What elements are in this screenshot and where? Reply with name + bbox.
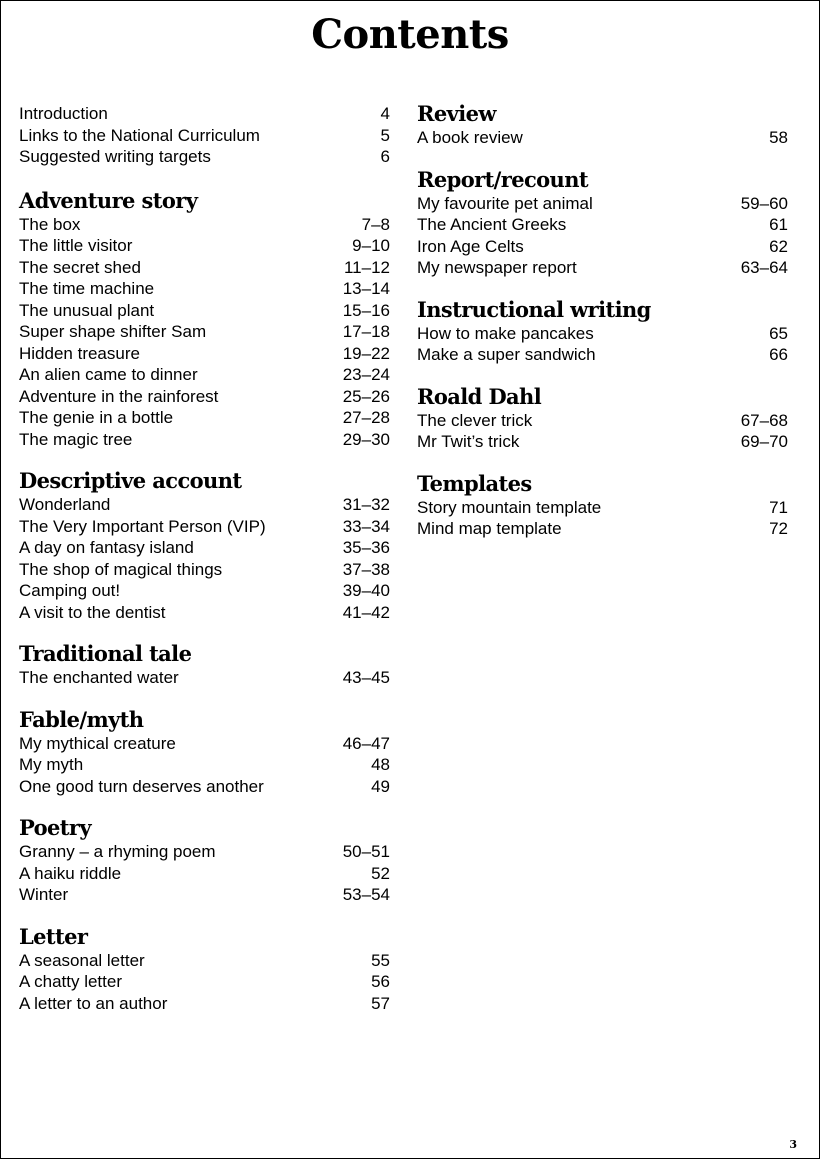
toc-entry-pages: 62 [769, 236, 788, 256]
toc-entry-title: Suggested writing targets [19, 147, 211, 166]
toc-entry [19, 321, 390, 343]
toc-entry-title: A chatty letter [19, 972, 122, 991]
toc-entry [417, 236, 788, 258]
toc-section [19, 188, 390, 451]
toc-entry [19, 733, 390, 755]
toc-entry [19, 125, 390, 147]
toc-entry [19, 343, 390, 365]
toc-entry-title: A letter to an author [19, 993, 168, 1013]
toc-entry-title: Make a super sandwich [417, 345, 596, 364]
toc-entry-pages: 41–42 [342, 602, 390, 622]
section-heading: Report/recount [417, 166, 588, 192]
toc-entry [19, 863, 390, 885]
toc-section [19, 707, 390, 798]
toc-entry-title: The box [19, 214, 81, 234]
intro-section [19, 101, 390, 168]
toc-entry-pages: 69–70 [740, 432, 788, 451]
section-entry-list [417, 497, 788, 540]
toc-entry-title: My favourite pet animal [417, 193, 593, 213]
toc-section [19, 815, 390, 906]
toc-entry-pages: 33–34 [342, 516, 390, 536]
section-heading: Fable/myth [19, 706, 144, 732]
section-heading: Poetry [19, 815, 91, 840]
toc-entry-pages: 55 [371, 950, 390, 970]
toc-section [417, 101, 788, 149]
toc-entry-title: A day on fantasy island [19, 538, 194, 557]
toc-entry-title: The enchanted water [19, 668, 179, 687]
toc-entry [19, 776, 390, 798]
toc-entry-pages: 49 [371, 776, 390, 796]
section-entry-list [19, 841, 390, 906]
toc-entry [19, 841, 390, 863]
toc-entry-title: Camping out! [19, 581, 121, 600]
toc-entry [19, 580, 390, 602]
toc-entry [19, 103, 390, 125]
section-entry-list [417, 127, 788, 149]
toc-entry-pages: 59–60 [740, 193, 788, 213]
toc-entry [19, 516, 390, 538]
section-heading: Templates [417, 470, 532, 496]
toc-entry-pages: 4 [380, 104, 390, 123]
toc-entry-title: The secret shed [19, 257, 141, 277]
section-entry-list [417, 193, 788, 279]
toc-entry-pages: 71 [769, 497, 788, 517]
toc-entry-title: My myth [19, 755, 84, 774]
toc-entry-pages: 27–28 [342, 408, 390, 427]
page-number: 3 [789, 1138, 797, 1151]
section-heading: Descriptive account [19, 468, 242, 493]
toc-entry-pages: 6 [380, 147, 390, 166]
toc-entry [19, 559, 390, 581]
toc-entry [19, 950, 390, 972]
section-entry-list [417, 323, 788, 366]
left-column [19, 101, 390, 1014]
toc-entry [417, 214, 788, 236]
toc-entry-pages: 13–14 [342, 279, 390, 298]
section-heading: Roald Dahl [417, 383, 542, 409]
toc-entry-pages: 23–24 [342, 365, 390, 384]
toc-entry [19, 884, 390, 906]
toc-section [19, 924, 390, 1015]
toc-entry-title: My newspaper report [417, 258, 577, 277]
toc-entry-pages: 58 [769, 128, 788, 147]
toc-entry-title: The Ancient Greeks [417, 215, 567, 234]
section-entry-list [19, 667, 390, 689]
toc-entry-pages: 46–47 [342, 733, 390, 753]
toc-entry [19, 300, 390, 322]
toc-entry-title: The unusual plant [19, 300, 155, 320]
toc-entry-pages: 50–51 [342, 842, 390, 861]
toc-entry-title: Links to the National Curriculum [19, 125, 260, 145]
toc-section [417, 471, 788, 540]
page-title: Contents [311, 11, 509, 58]
toc-entry-pages: 25–26 [342, 386, 390, 406]
toc-entry [19, 429, 390, 451]
toc-entry-title: A visit to the dentist [19, 602, 166, 622]
toc-entry [19, 364, 390, 386]
toc-entry-title: Iron Age Celts [417, 236, 524, 256]
toc-entry-pages: 19–22 [342, 343, 390, 363]
section-heading: Letter [19, 923, 88, 949]
toc-entry-pages: 7–8 [361, 214, 390, 234]
right-column [417, 101, 788, 540]
toc-entry-pages: 17–18 [342, 322, 390, 341]
toc-entry [417, 257, 788, 279]
toc-entry-title: The shop of magical things [19, 559, 223, 579]
section-entry-list [19, 733, 390, 798]
toc-section [417, 297, 788, 366]
toc-entry-title: Mind map template [417, 519, 562, 538]
toc-entry [417, 410, 788, 432]
section-heading: Adventure story [19, 187, 198, 213]
toc-entry-title: A book review [417, 128, 523, 147]
toc-entry [19, 602, 390, 624]
toc-entry-title: Wonderland [19, 495, 111, 514]
toc-entry-pages: 35–36 [342, 538, 390, 557]
toc-entry [19, 993, 390, 1015]
toc-entry-pages: 31–32 [342, 495, 390, 514]
toc-entry-title: Introduction [19, 104, 108, 123]
toc-entry [417, 497, 788, 519]
toc-entry-title: The Very Important Person (VIP) [19, 516, 266, 536]
toc-entry-pages: 57 [371, 993, 390, 1013]
toc-entry-title: Mr Twit’s trick [417, 432, 520, 451]
toc-entry [19, 971, 390, 993]
toc-entry [19, 386, 390, 408]
toc-entry [417, 127, 788, 149]
toc-section [19, 468, 390, 623]
toc-entry-pages: 61 [769, 215, 788, 234]
toc-entry-title: An alien came to dinner [19, 365, 198, 384]
toc-entry-title: The clever trick [417, 410, 533, 430]
toc-entry-pages: 29–30 [342, 429, 390, 449]
section-entry-list [19, 950, 390, 1015]
toc-entry-pages: 63–64 [740, 258, 788, 277]
toc-entry [417, 344, 788, 366]
toc-entry-pages: 53–54 [342, 885, 390, 904]
toc-entry-pages: 15–16 [342, 300, 390, 320]
toc-entry-title: Granny – a rhyming poem [19, 842, 216, 861]
toc-entry-title: Adventure in the rainforest [19, 386, 219, 406]
toc-entry-pages: 5 [380, 125, 390, 145]
toc-entry [19, 278, 390, 300]
toc-entry-pages: 66 [769, 345, 788, 364]
toc-entry-pages: 52 [371, 863, 390, 883]
toc-entry [417, 193, 788, 215]
toc-entry-title: Story mountain template [417, 497, 602, 517]
toc-entry-pages: 39–40 [342, 581, 390, 600]
toc-entry-pages: 48 [371, 755, 390, 774]
toc-entry-pages: 67–68 [740, 410, 788, 430]
section-heading: Instructional writing [417, 296, 651, 322]
intro-list [19, 101, 390, 168]
toc-entry-title: A haiku riddle [19, 863, 122, 883]
toc-entry [19, 214, 390, 236]
toc-entry-pages: 65 [769, 323, 788, 343]
toc-entry [19, 257, 390, 279]
toc-entry-title: Hidden treasure [19, 343, 140, 363]
toc-entry-title: A seasonal letter [19, 950, 145, 970]
toc-entry-pages: 9–10 [352, 236, 390, 255]
toc-entry [417, 323, 788, 345]
toc-entry-title: The little visitor [19, 236, 133, 255]
toc-entry [19, 754, 390, 776]
toc-entry-pages: 37–38 [342, 559, 390, 579]
section-heading: Review [417, 101, 496, 126]
toc-entry-title: The magic tree [19, 429, 133, 449]
toc-entry [19, 494, 390, 516]
toc-entry [417, 518, 788, 540]
toc-entry [19, 667, 390, 689]
toc-entry-pages: 43–45 [342, 668, 390, 687]
toc-entry-title: The time machine [19, 279, 155, 298]
toc-entry [19, 407, 390, 429]
toc-entry-pages: 56 [371, 972, 390, 991]
toc-entry-title: One good turn deserves another [19, 776, 264, 796]
toc-entry [19, 235, 390, 257]
section-entry-list [19, 494, 390, 623]
toc-entry [19, 537, 390, 559]
toc-entry [19, 146, 390, 168]
section-entry-list [19, 214, 390, 451]
toc-entry-title: Super shape shifter Sam [19, 322, 207, 341]
section-entry-list [417, 410, 788, 453]
toc-entry [417, 431, 788, 453]
toc-entry-title: The genie in a bottle [19, 408, 174, 427]
toc-section [417, 384, 788, 453]
toc-entry-title: My mythical creature [19, 733, 176, 753]
toc-entry-pages: 72 [769, 519, 788, 538]
toc-entry-title: How to make pancakes [417, 323, 594, 343]
toc-section [417, 167, 788, 279]
toc-entry-title: Winter [19, 885, 69, 904]
section-heading: Traditional tale [19, 641, 192, 666]
toc-entry-pages: 11–12 [343, 257, 390, 277]
toc-section [19, 641, 390, 689]
